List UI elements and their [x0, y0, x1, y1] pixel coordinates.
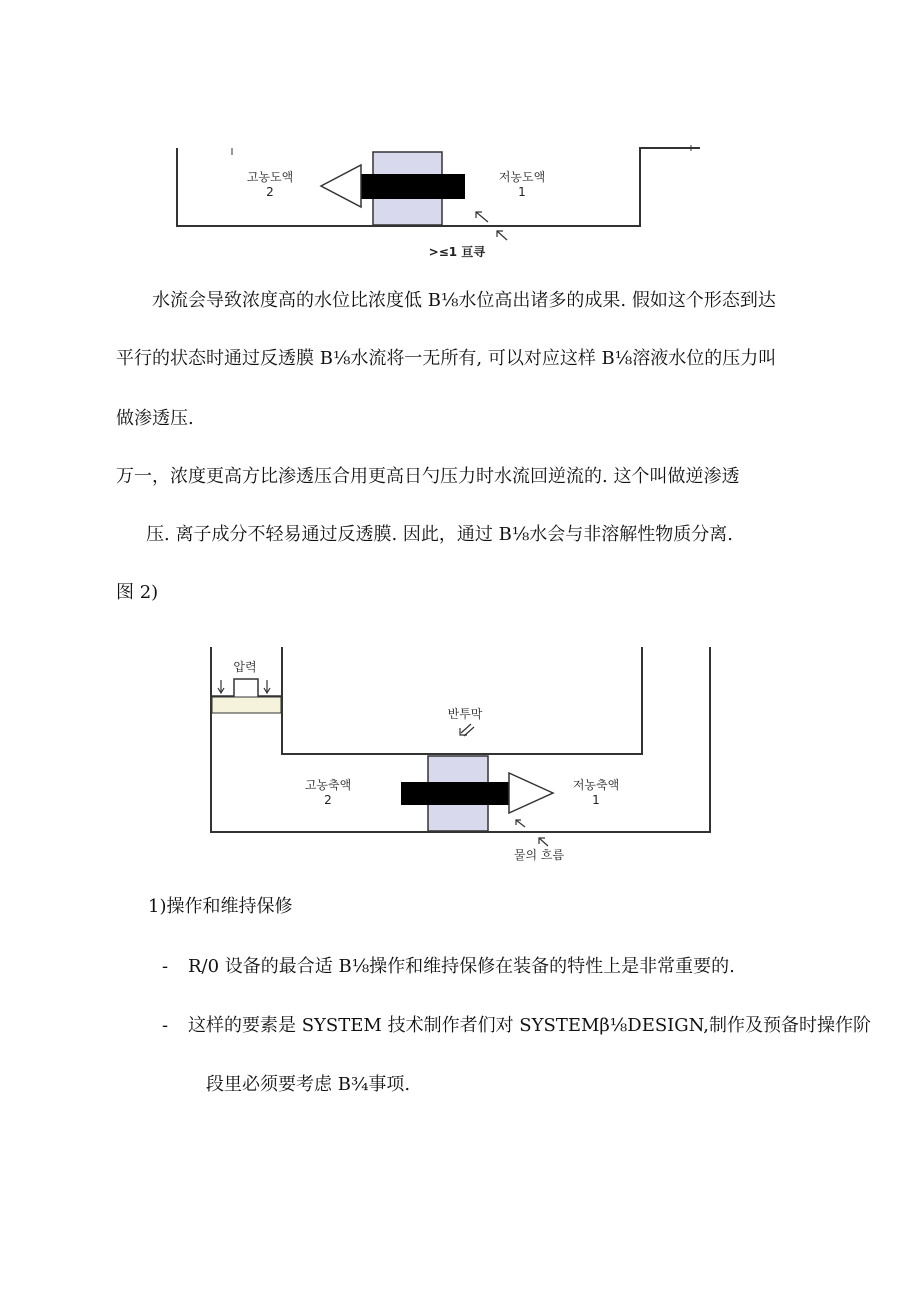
- bullet-text-1: R/0 设备的最合适 B⅛操作和维持保修在装备的特性上是非常重要的.: [188, 956, 735, 977]
- figure-2-diagram: [0, 640, 920, 875]
- section-heading: 1)操作和维持保修: [148, 896, 293, 917]
- piston-handle: [212, 679, 281, 696]
- flow-arrow-shaft: [361, 174, 465, 199]
- piston: [212, 697, 281, 713]
- paragraph-1-line-1: 水流会导致浓度高的水位比浓度低 B⅛水位高出诸多的成果. 假如这个形态到达: [152, 290, 776, 311]
- fig1-caption: >≤1 亘寻: [428, 245, 486, 259]
- bullet-text-2: 这样的要素是 SYSTEM 技术制作者们对 SYSTEMβ⅛DESIGN,制作及预备时操作阶: [188, 1015, 871, 1036]
- fig1-left-label: 고농도액 2: [246, 170, 294, 199]
- bullet-item-2: [162, 1017, 871, 1035]
- bullet-item-2-continuation: 段里必须要考虑 B¾事项.: [206, 1074, 411, 1095]
- tank2-inner: [282, 647, 642, 754]
- flow-arrow-2-head: [509, 773, 553, 813]
- bullet-dash: -: [162, 956, 169, 977]
- flow-arrow-head: [321, 165, 361, 207]
- paragraph-2-line-1: 万一，浓度更高方比渗透压合用更高日勺压力时水流回逆流的. 这个叫做逆渗透: [116, 466, 740, 487]
- flow-arrow-2-shaft: [401, 782, 509, 805]
- figure-1-diagram: [0, 0, 920, 270]
- fig2-caption: 물의 흐름: [513, 848, 565, 862]
- paragraph-1-line-2: 平行的状态时通过反透膜 B⅛水流将一无所有, 可以对应这样 B⅛溶液水位的压力叫: [116, 348, 777, 369]
- fig2-right-label: 저농축액 1: [572, 778, 620, 807]
- figure-2-heading: 图 2): [116, 582, 159, 603]
- fig1-right-label: 저농도액 1: [498, 170, 546, 199]
- fig2-membrane-label: 반투막: [447, 707, 483, 721]
- fig2-pressure-label: 압력: [233, 660, 257, 674]
- fig2-left-label: 고농축액 2: [304, 778, 352, 807]
- bullet-dash: -: [162, 1015, 169, 1036]
- paragraph-1-line-3: 做渗透压.: [116, 408, 194, 429]
- bullet-item-1: [162, 958, 735, 976]
- paragraph-2-line-2: 压. 离子成分不轻易通过反透膜. 因此，通过 B⅛水会与非溶解性物质分离.: [146, 524, 734, 545]
